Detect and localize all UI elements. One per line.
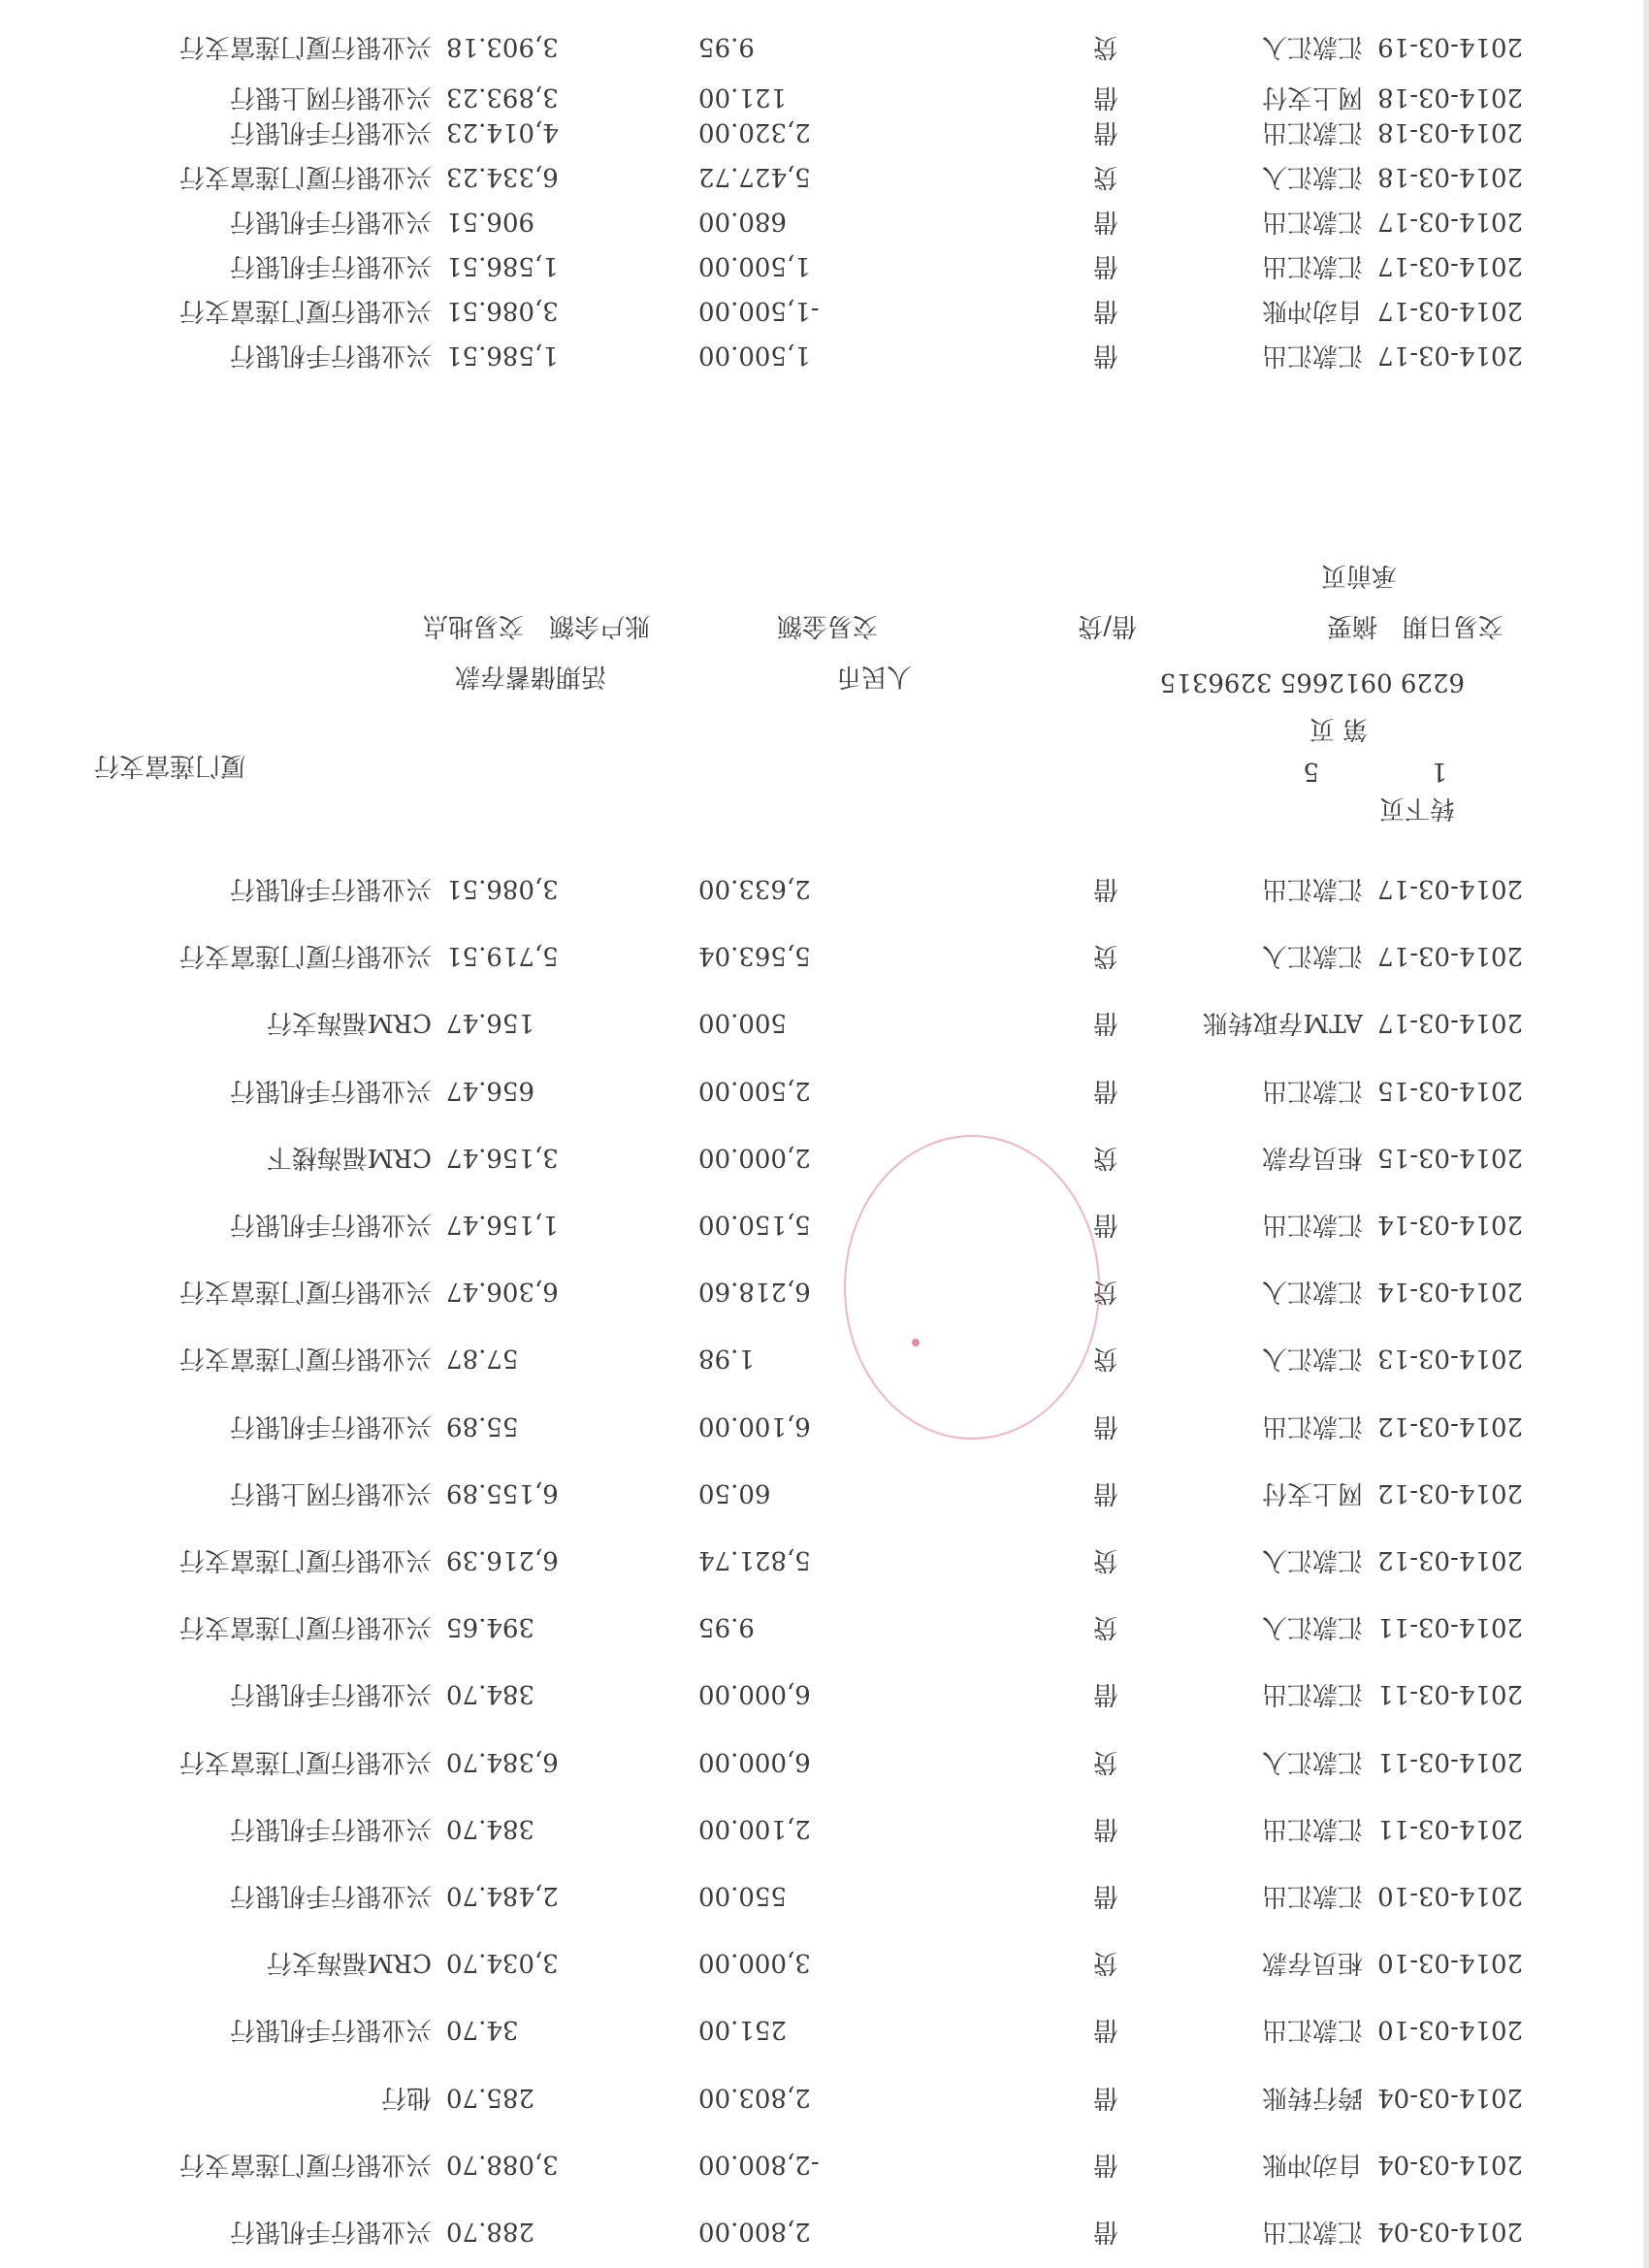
balance-cell: 55.89 <box>446 1410 519 1441</box>
location-cell: 兴业银行厦门莲富支行 <box>178 162 432 191</box>
summary-cell: 汇款汇入 <box>1261 1545 1363 1574</box>
scan-edge <box>1643 0 1649 2268</box>
dc-cell: 贷 <box>1093 1545 1119 1574</box>
amount-cell: -1,500.00 <box>698 296 820 325</box>
amount-cell: 9.95 <box>698 32 755 61</box>
currency: 人民币 <box>835 662 912 691</box>
balance-cell: 5,719.51 <box>446 941 559 971</box>
date-cell: 2014-03-04 <box>1377 2082 1523 2112</box>
table-row <box>0 78 1649 116</box>
summary-cell: ATM存取转账 <box>1202 1008 1363 1038</box>
date-cell: 2014-03-04 <box>1377 2217 1523 2246</box>
dc-cell: 借 <box>1093 117 1119 146</box>
location-cell: 兴业银行厦门莲富支行 <box>178 1612 432 1642</box>
balance-cell: 3,903.18 <box>446 32 559 61</box>
account-number: 6229 0912665 3296315 <box>1159 667 1465 697</box>
amount-cell: 5,150.00 <box>698 1210 811 1239</box>
dc-cell: 借 <box>1093 2217 1119 2246</box>
dc-cell: 贷 <box>1093 1277 1119 1307</box>
balance-cell: 1,586.51 <box>446 251 559 280</box>
amount-cell: 6,218.60 <box>698 1277 811 1307</box>
dc-cell: 借 <box>1093 82 1119 112</box>
dc-cell: 借 <box>1093 1075 1119 1105</box>
table-row <box>0 336 1649 374</box>
location-cell: CRM福海支行 <box>266 1008 432 1038</box>
location-cell: 兴业银行手机银行 <box>229 1210 432 1239</box>
amount-cell: 5,821.74 <box>698 1545 811 1574</box>
location-cell: 兴业银行手机银行 <box>229 1410 432 1441</box>
table-row <box>0 27 1649 66</box>
date-cell: 2014-03-12 <box>1377 1410 1523 1441</box>
dc-cell: 借 <box>1093 1813 1119 1843</box>
balance-cell: 57.87 <box>446 1344 519 1374</box>
amount-cell: 5,427.72 <box>698 162 811 191</box>
date-cell: 2014-03-10 <box>1377 1948 1523 1978</box>
date-cell: 2014-03-19 <box>1377 32 1523 61</box>
date-cell: 2014-03-12 <box>1377 1545 1523 1574</box>
dc-cell: 贷 <box>1093 1344 1119 1374</box>
summary-cell: 汇款汇入 <box>1261 1746 1363 1776</box>
location-cell: 兴业银行手机银行 <box>229 2217 432 2246</box>
date-cell: 2014-03-17 <box>1377 251 1523 280</box>
amount-cell: 2,000.00 <box>698 1142 811 1172</box>
location-cell: 兴业银行厦门莲富支行 <box>178 296 432 325</box>
date-cell: 2014-03-10 <box>1377 2015 1523 2045</box>
table-row <box>0 2212 1649 2251</box>
summary-cell: 汇款汇入 <box>1261 32 1363 61</box>
location-cell: 兴业银行手机银行 <box>229 1679 432 1709</box>
table-row <box>0 1071 1649 1110</box>
amount-cell: 5,563.04 <box>698 941 811 971</box>
amount-cell: -2,800.00 <box>698 2149 820 2179</box>
summary-cell: 网上支付 <box>1261 82 1363 112</box>
amount-cell: 6,100.00 <box>698 1410 811 1441</box>
date-cell: 2014-03-10 <box>1377 1881 1523 1910</box>
balance-cell: 2,484.70 <box>446 1881 559 1910</box>
location-cell: 兴业银行网上银行 <box>229 1477 432 1507</box>
date-cell: 2014-03-11 <box>1377 1746 1523 1776</box>
table-row <box>0 2078 1649 2117</box>
dc-cell: 贷 <box>1093 1142 1119 1172</box>
date-cell: 2014-03-12 <box>1377 1477 1523 1507</box>
summary-cell: 跨行转账 <box>1261 2082 1363 2112</box>
location-cell: 兴业银行厦门莲富支行 <box>178 32 432 61</box>
summary-cell: 汇款汇出 <box>1261 2217 1363 2246</box>
table-row <box>0 1003 1649 1042</box>
date-cell: 2014-03-15 <box>1377 1075 1523 1105</box>
balance-cell: 3,086.51 <box>446 296 559 325</box>
summary-cell: 汇款汇出 <box>1261 1679 1363 1709</box>
location-cell: CRM福海支行 <box>266 1948 432 1978</box>
dc-cell: 借 <box>1093 251 1119 280</box>
amount-cell: 121.00 <box>698 82 787 112</box>
balance-cell: 3,893.23 <box>446 82 559 112</box>
summary-cell: 汇款汇出 <box>1261 1881 1363 1910</box>
dc-cell: 借 <box>1093 874 1119 903</box>
balance-cell: 6,155.89 <box>446 1477 559 1507</box>
amount-cell: 1.98 <box>698 1344 755 1374</box>
balance-cell: 3,086.51 <box>446 874 559 903</box>
balance-cell: 6,384.70 <box>446 1746 559 1776</box>
location-cell: 兴业银行厦门莲富支行 <box>178 1746 432 1776</box>
table-row <box>0 157 1649 196</box>
column-header-date-summary: 交易日期 摘要 <box>1326 611 1504 640</box>
balance-cell: 285.70 <box>446 2082 534 2112</box>
balance-cell: 656.47 <box>446 1075 534 1105</box>
dc-cell: 借 <box>1093 2149 1119 2179</box>
summary-cell: 汇款汇出 <box>1261 117 1363 146</box>
summary-cell: 汇款汇出 <box>1261 251 1363 280</box>
dc-cell: 借 <box>1093 1210 1119 1239</box>
location-cell: 兴业银行网上银行 <box>229 82 432 112</box>
location-cell: 兴业银行手机银行 <box>229 207 432 236</box>
summary-cell: 柜员存款 <box>1261 1948 1363 1978</box>
date-cell: 2014-03-17 <box>1377 941 1523 971</box>
dc-cell: 贷 <box>1093 1948 1119 1978</box>
summary-cell: 汇款汇出 <box>1261 1410 1363 1441</box>
table-row <box>0 2010 1649 2049</box>
balance-cell: 4,014.23 <box>446 117 559 146</box>
continued-from-previous: 承前页 <box>1320 561 1397 590</box>
dc-cell: 贷 <box>1093 32 1119 61</box>
summary-cell: 汇款汇入 <box>1261 941 1363 971</box>
date-cell: 2014-03-17 <box>1377 340 1523 370</box>
date-cell: 2014-03-11 <box>1377 1679 1523 1709</box>
amount-cell: 2,633.00 <box>698 874 811 903</box>
balance-cell: 1,586.51 <box>446 340 559 370</box>
balance-cell: 6,306.47 <box>446 1277 559 1307</box>
location-cell: 兴业银行厦门莲富支行 <box>178 1344 432 1374</box>
dc-cell: 借 <box>1093 1679 1119 1709</box>
page-label: 第 页 <box>1309 714 1368 743</box>
amount-cell: 2,803.00 <box>698 2082 811 2112</box>
location-cell: 兴业银行手机银行 <box>229 340 432 370</box>
location-cell: 兴业银行厦门莲富支行 <box>178 941 432 971</box>
date-cell: 2014-03-17 <box>1377 874 1523 903</box>
amount-cell: 60.50 <box>698 1477 771 1507</box>
stamp-mark <box>912 1339 920 1346</box>
dc-cell: 借 <box>1093 1477 1119 1507</box>
amount-cell: 2,800.00 <box>698 2217 811 2246</box>
amount-cell: 2,320.00 <box>698 117 811 146</box>
table-row <box>0 1407 1649 1445</box>
summary-cell: 汇款汇出 <box>1261 1813 1363 1843</box>
summary-cell: 汇款汇出 <box>1261 340 1363 370</box>
continued-to-next: 转下页 <box>1378 794 1455 823</box>
location-cell: 他行 <box>380 2082 432 2112</box>
amount-cell: 1,500.00 <box>698 340 811 370</box>
table-row <box>0 1474 1649 1512</box>
table-row <box>0 202 1649 241</box>
dc-cell: 借 <box>1093 1008 1119 1038</box>
amount-cell: 1,500.00 <box>698 251 811 280</box>
balance-cell: 34.70 <box>446 2015 519 2045</box>
location-cell: 兴业银行手机银行 <box>229 117 432 146</box>
summary-cell: 汇款汇出 <box>1261 1210 1363 1239</box>
summary-cell: 汇款汇入 <box>1261 1277 1363 1307</box>
location-cell: 兴业银行手机银行 <box>229 874 432 903</box>
summary-cell: 自动冲账 <box>1261 296 1363 325</box>
location-cell: 兴业银行厦门莲富支行 <box>178 1545 432 1574</box>
column-header-location: 交易地点 <box>422 611 524 640</box>
dc-cell: 借 <box>1093 207 1119 236</box>
dc-cell: 借 <box>1093 1410 1119 1441</box>
table-row <box>0 936 1649 975</box>
amount-cell: 500.00 <box>698 1008 787 1038</box>
balance-cell: 384.70 <box>446 1813 534 1843</box>
table-row <box>0 1138 1649 1177</box>
table-row <box>0 1205 1649 1244</box>
page-prefix: 1 <box>1431 757 1447 786</box>
balance-cell: 288.70 <box>446 2217 534 2246</box>
location-cell: 兴业银行手机银行 <box>229 1075 432 1105</box>
date-cell: 2014-03-17 <box>1377 207 1523 236</box>
balance-cell: 3,088.70 <box>446 2149 559 2179</box>
balance-cell: 394.65 <box>446 1612 534 1642</box>
summary-cell: 汇款汇出 <box>1261 2015 1363 2045</box>
table-row <box>0 1809 1649 1848</box>
balance-cell: 906.51 <box>446 207 534 236</box>
summary-cell: 汇款汇入 <box>1261 1344 1363 1374</box>
amount-cell: 680.00 <box>698 207 787 236</box>
dc-cell: 借 <box>1093 340 1119 370</box>
table-row <box>0 113 1649 151</box>
dc-cell: 借 <box>1093 2015 1119 2045</box>
amount-cell: 2,100.00 <box>698 1813 811 1843</box>
date-cell: 2014-03-14 <box>1377 1277 1523 1307</box>
balance-cell: 156.47 <box>446 1008 534 1038</box>
balance-cell: 1,156.47 <box>446 1210 559 1239</box>
balance-cell: 6,216.39 <box>446 1545 559 1574</box>
dc-cell: 贷 <box>1093 1612 1119 1642</box>
date-cell: 2014-03-18 <box>1377 117 1523 146</box>
location-cell: 兴业银行手机银行 <box>229 251 432 280</box>
amount-cell: 3,000.00 <box>698 1948 811 1978</box>
table-row <box>0 1674 1649 1713</box>
summary-cell: 汇款汇出 <box>1261 1075 1363 1105</box>
summary-cell: 柜员存款 <box>1261 1142 1363 1172</box>
summary-cell: 汇款汇入 <box>1261 1612 1363 1642</box>
date-cell: 2014-03-17 <box>1377 1008 1523 1038</box>
balance-cell: 3,156.47 <box>446 1142 559 1172</box>
amount-cell: 9.95 <box>698 1612 755 1642</box>
table-row <box>0 1876 1649 1915</box>
dc-cell: 借 <box>1093 296 1119 325</box>
balance-cell: 6,334.23 <box>446 162 559 191</box>
location-cell: CRM福海楼下 <box>266 1142 432 1172</box>
branch-name: 厦门莲富支行 <box>93 751 245 780</box>
date-cell: 2014-03-14 <box>1377 1210 1523 1239</box>
table-row <box>0 1943 1649 1982</box>
table-row <box>0 246 1649 285</box>
balance-cell: 384.70 <box>446 1679 534 1709</box>
date-cell: 2014-03-15 <box>1377 1142 1523 1172</box>
table-row <box>0 1540 1649 1579</box>
amount-cell: 6,000.00 <box>698 1679 811 1709</box>
location-cell: 兴业银行手机银行 <box>229 2015 432 2045</box>
date-cell: 2014-03-11 <box>1377 1813 1523 1843</box>
column-header-balance: 账户余额 <box>548 611 650 640</box>
location-cell: 兴业银行手机银行 <box>229 1881 432 1910</box>
dc-cell: 贷 <box>1093 941 1119 971</box>
date-cell: 2014-03-18 <box>1377 162 1523 191</box>
amount-cell: 6,000.00 <box>698 1746 811 1776</box>
dc-cell: 贷 <box>1093 162 1119 191</box>
location-cell: 兴业银行厦门莲富支行 <box>178 1277 432 1307</box>
bank-seal-stamp <box>844 1135 1100 1440</box>
table-row <box>0 2145 1649 2184</box>
summary-cell: 汇款汇出 <box>1261 874 1363 903</box>
balance-cell: 3,034.70 <box>446 1948 559 1978</box>
dc-cell: 借 <box>1093 2082 1119 2112</box>
dc-cell: 借 <box>1093 1881 1119 1910</box>
table-row <box>0 291 1649 330</box>
table-row <box>0 1742 1649 1781</box>
table-row <box>0 869 1649 908</box>
column-header-amount: 交易金额 <box>776 611 878 640</box>
summary-cell: 自动冲账 <box>1261 2149 1363 2179</box>
summary-cell: 网上支付 <box>1261 1477 1363 1507</box>
summary-cell: 汇款汇入 <box>1261 162 1363 191</box>
amount-cell: 251.00 <box>698 2015 787 2045</box>
date-cell: 2014-03-18 <box>1377 82 1523 112</box>
summary-cell: 汇款汇出 <box>1261 207 1363 236</box>
amount-cell: 2,500.00 <box>698 1075 811 1105</box>
date-cell: 2014-03-17 <box>1377 296 1523 325</box>
date-cell: 2014-03-13 <box>1377 1344 1523 1374</box>
column-header-dc: 借/贷 <box>1078 611 1137 640</box>
location-cell: 兴业银行手机银行 <box>229 1813 432 1843</box>
date-cell: 2014-03-04 <box>1377 2149 1523 2179</box>
location-cell: 兴业银行厦门莲富支行 <box>178 2149 432 2179</box>
date-cell: 2014-03-11 <box>1377 1612 1523 1642</box>
table-row <box>0 1272 1649 1311</box>
table-row <box>0 1607 1649 1646</box>
account-type: 活期储蓄存款 <box>454 662 606 691</box>
page-number: 5 <box>1303 757 1319 786</box>
amount-cell: 550.00 <box>698 1881 787 1910</box>
dc-cell: 贷 <box>1093 1746 1119 1776</box>
table-row <box>0 1339 1649 1377</box>
